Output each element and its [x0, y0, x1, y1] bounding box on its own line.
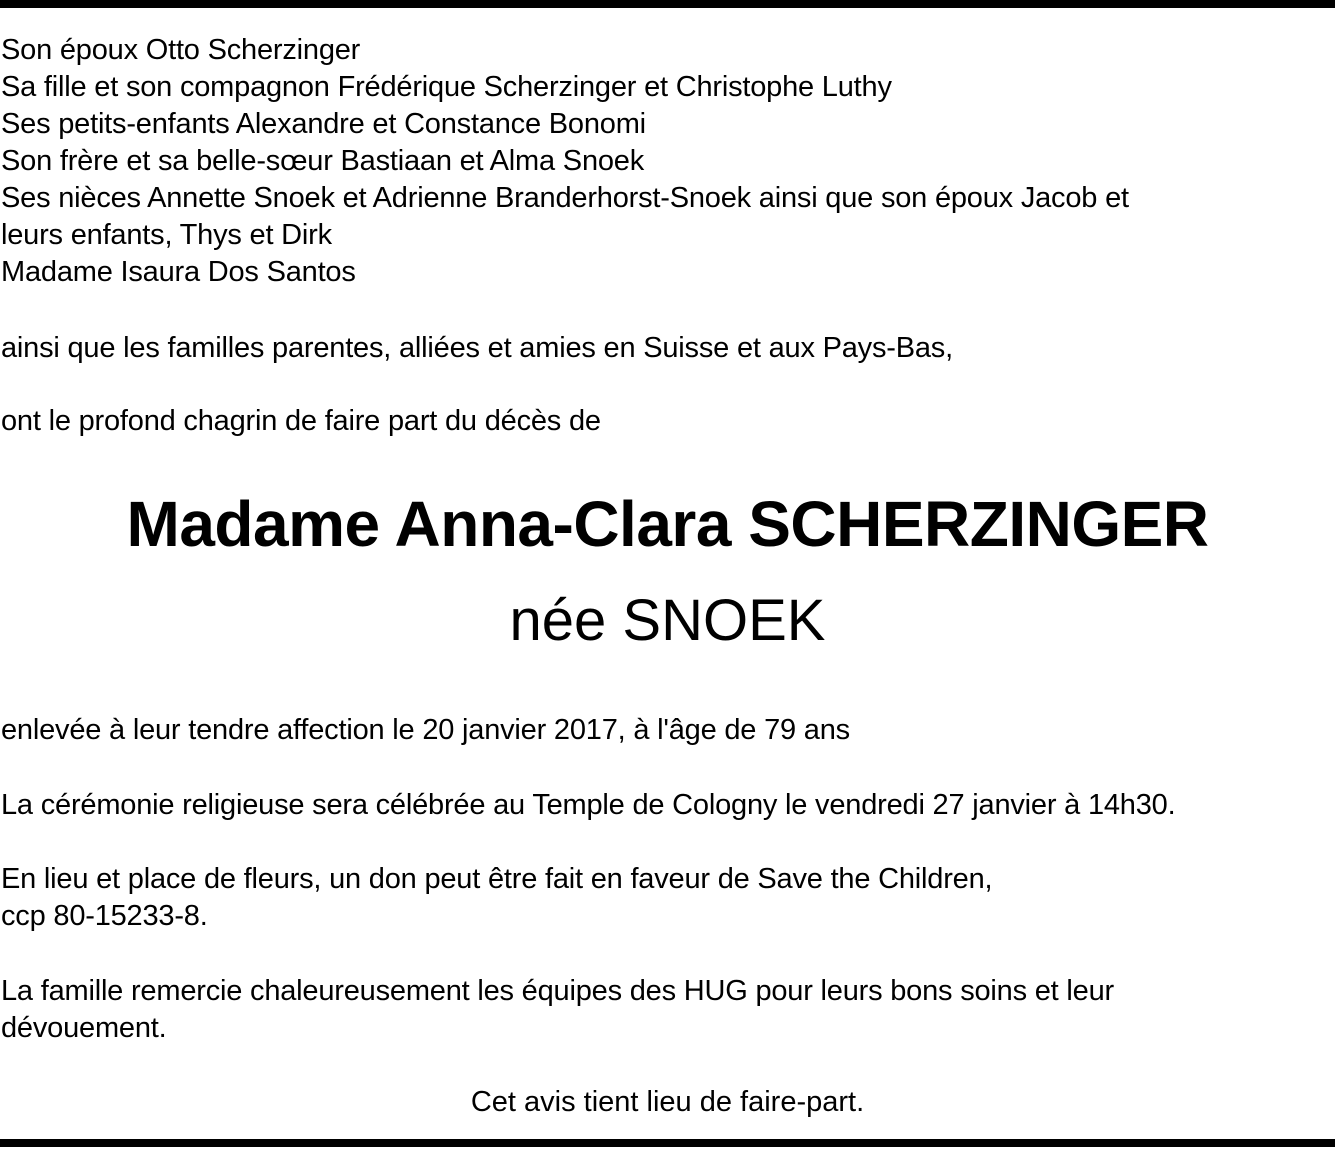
bottom-border-rule [0, 1139, 1335, 1147]
family-line-grandchildren: Ses petits-enfants Alexandre et Constance Bonomi [1, 108, 646, 140]
thanks-line-1: La famille remercie chaleureusement les équipes des HUG pour leurs bons soins et leur [1, 975, 1114, 1007]
passing-line: enlevée à leur tendre affection le 20 janvier 2017, à l'âge de 79 ans [1, 714, 850, 746]
family-line-nieces: Ses nièces Annette Snoek et Adrienne Branderhorst-Snoek ainsi que son époux Jacob et [1, 182, 1129, 214]
family-line-nieces-children: leurs enfants, Thys et Dirk [1, 219, 332, 251]
ceremony-line: La cérémonie religieuse sera célébrée au Temple de Cologny le vendredi 27 janvier à 14h30. [1, 789, 1176, 821]
deceased-name: Madame Anna-Clara SCHERZINGER [126, 488, 1209, 560]
announcement-line: ont le profond chagrin de faire part du décès de [1, 405, 601, 437]
family-line-friend: Madame Isaura Dos Santos [1, 256, 356, 288]
family-line-spouse: Son époux Otto Scherzinger [1, 34, 361, 66]
family-line-daughter: Sa fille et son compagnon Frédérique Scherzinger et Christophe Luthy [1, 71, 892, 103]
family-list [1, 32, 1129, 291]
maiden-name: née SNOEK [509, 588, 826, 653]
donation-line-1: En lieu et place de fleurs, un don peut être fait en faveur de Save the Children, [1, 863, 993, 895]
closing-line: Cet avis tient lieu de faire-part. [470, 1086, 865, 1118]
donation-line-2: ccp 80-15233-8. [1, 900, 208, 932]
family-line-brother: Son frère et sa belle-sœur Bastiaan et Alma Snoek [1, 145, 645, 177]
relatives-line: ainsi que les familles parentes, alliées et amies en Suisse et aux Pays-Bas, [1, 332, 953, 364]
top-border-rule [0, 0, 1335, 8]
thanks-line-2: dévouement. [1, 1012, 167, 1044]
